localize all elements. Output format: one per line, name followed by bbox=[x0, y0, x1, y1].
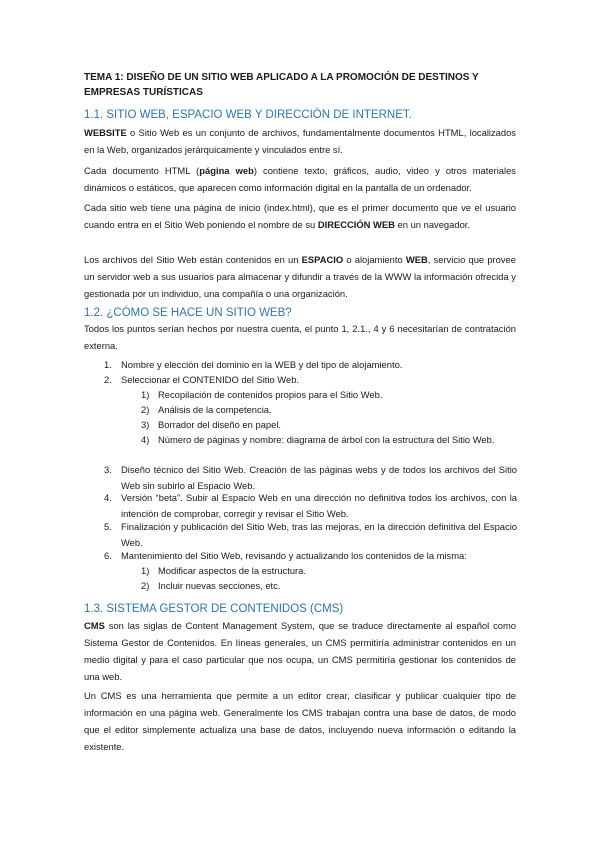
list-item-text: Incluir nuevas secciones, etc. bbox=[158, 580, 281, 591]
list-item-text: Número de páginas y nombre: diagrama de árbol con la estructura del Sitio Web. bbox=[158, 434, 495, 445]
list-item bbox=[141, 578, 516, 594]
paragraph-espacio-web bbox=[84, 251, 516, 302]
list-item-text: Seleccionar el CONTENIDO del Sitio Web. bbox=[121, 374, 300, 385]
bold-term-pagina-web: página web bbox=[199, 165, 254, 176]
list-item-text: Mantenimiento del Sitio Web, revisando y actualizando los contenidos de la misma: bbox=[121, 550, 467, 561]
bold-term-espacio: ESPACIO bbox=[301, 254, 344, 265]
paragraph-text: , servicio que provee un servidor web a sus usuarios para almacenar y difundir a través de la WWW la información ofrecida y gestionada por un individuo, una compañía o una organización. bbox=[84, 254, 516, 299]
paragraph-text: son las siglas de Content Management System, que se traduce directamente al español como Sistema Gestor de Contenidos. En líneas generales, un CMS permitiría administrar contenidos en un medio digital y para el caso particular que nos ocupa, un CMS permitiría gestionar los contenidos de una web. bbox=[84, 620, 516, 682]
list-item bbox=[104, 372, 517, 388]
list-number: 2) bbox=[141, 580, 150, 591]
paragraph-text: en un navegador. bbox=[394, 219, 471, 230]
list-number: 2) bbox=[141, 404, 150, 415]
list-item bbox=[141, 387, 516, 403]
list-item-text: Versión “beta”. Subir al Espacio Web en una dirección no definitiva todos los archivos, con la intención de comprobar, corregir y revisar el Sitio Web. bbox=[121, 492, 517, 519]
list-item-text: Análisis de la competencia. bbox=[158, 404, 272, 415]
list-number: 4) bbox=[141, 434, 150, 445]
section-heading-1-2: 1.2. ¿CÓMO SE HACE UN SITIO WEB? bbox=[84, 307, 292, 319]
list-number: 1. bbox=[104, 359, 112, 370]
list-item bbox=[141, 402, 516, 418]
list-item bbox=[141, 417, 516, 433]
paragraph-text: o Sitio Web es un conjunto de archivos, fundamentalmente documentos HTML, localizados en la Web, organizados jerárquicamente y vinculados entre sí. bbox=[84, 127, 516, 155]
paragraph-text: Cada documento HTML ( bbox=[84, 165, 200, 176]
bold-term-direccion-web: DIRECCIÓN WEB bbox=[317, 219, 395, 230]
list-item bbox=[141, 432, 516, 448]
list-item-text: Nombre y elección del dominio en la WEB y del tipo de alojamiento. bbox=[121, 359, 403, 370]
section-heading-1-1: 1.1. SITIO WEB, ESPACIO WEB Y DIRECCIÓN DE INTERNET. bbox=[84, 109, 412, 121]
list-number: 3. bbox=[104, 464, 112, 475]
paragraph-cms-definition bbox=[84, 617, 516, 685]
list-number: 3) bbox=[141, 419, 150, 430]
list-item bbox=[141, 563, 516, 579]
section-heading-1-3: 1.3. SISTEMA GESTOR DE CONTENIDOS (CMS) bbox=[84, 603, 344, 615]
list-item bbox=[104, 490, 517, 522]
paragraph-text: o alojamiento bbox=[343, 254, 406, 265]
bold-term-cms: CMS bbox=[84, 620, 105, 631]
paragraph-website bbox=[84, 124, 516, 158]
bold-term-website: WEBSITE bbox=[84, 127, 127, 138]
list-number: 6. bbox=[104, 550, 112, 561]
paragraph-cms-tool: Un CMS es una herramienta que permite a un editor crear, clasificar y publicar cualquier tipo de información en una página web. Generalmente los CMS trabajan contra una base de datos, de modo que el editor simplemente actualiza una base de datos, incluyendo nueva información o editando la existente. bbox=[84, 690, 516, 752]
list-item bbox=[104, 519, 517, 551]
list-item-text: Borrador del diseño en papel. bbox=[158, 419, 282, 430]
paragraph-text: ) contiene texto, gráficos, audio, video y otros materiales dinámicos o estáticos, que aparecen como información digital en la pantalla de un ordenador. bbox=[84, 165, 516, 193]
list-item-text: Finalización y publicación del Sitio Web, tras las mejoras, en la dirección definitiva del Espacio Web. bbox=[121, 521, 517, 548]
document-title: TEMA 1: DISEÑO DE UN SITIO WEB APLICADO A LA PROMOCIÓN DE DESTINOS Y EMPRESAS TURÍSTICAS bbox=[84, 72, 479, 98]
paragraph-html-document bbox=[84, 162, 516, 196]
list-number: 5. bbox=[104, 521, 112, 532]
list-number: 4. bbox=[104, 492, 112, 503]
paragraph-text: Cada sitio web tiene una página de inicio (index.html), que es el primer documento que ve el usuario cuando entra en el Sitio Web poniendo el nombre de su bbox=[84, 202, 516, 230]
list-number: 2. bbox=[104, 374, 112, 385]
paragraph-text: Los archivos del Sitio Web están contenidos en un bbox=[84, 254, 302, 265]
list-item-text: Diseño técnico del Sitio Web. Creación de las páginas webs y de todos los archivos del Sitio Web sin subirlo al Espacio Web. bbox=[121, 464, 517, 491]
list-item bbox=[104, 548, 517, 564]
bold-term-web: WEB bbox=[405, 254, 428, 265]
list-item-text: Modificar aspectos de la estructura. bbox=[158, 565, 306, 576]
list-number: 1) bbox=[141, 389, 150, 400]
list-number: 1) bbox=[141, 565, 150, 576]
list-item-text: Recopilación de contenidos propios para el Sitio Web. bbox=[158, 389, 383, 400]
paragraph-intro-steps: Todos los puntos serían hechos por nuestra cuenta, el punto 1, 2.1., 4 y 6 necesitarían de contratación externa. bbox=[84, 323, 516, 351]
paragraph-index-page bbox=[84, 199, 516, 233]
list-item bbox=[104, 357, 517, 373]
